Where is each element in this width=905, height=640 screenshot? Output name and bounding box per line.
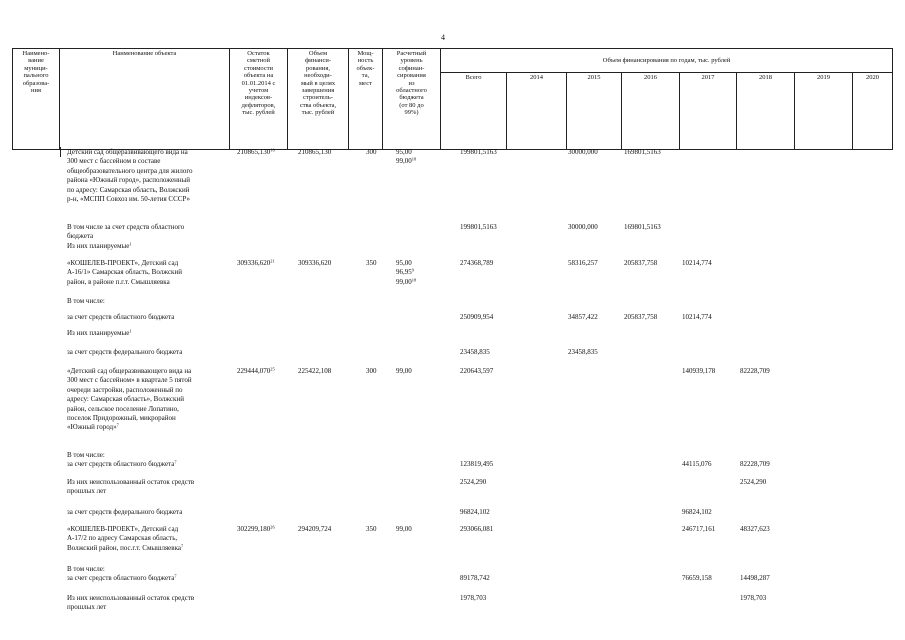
year-cell-2018: 14498,287 <box>740 574 770 582</box>
footnote-mark: 16 <box>270 147 275 153</box>
year-cell-2017: 76659,158 <box>682 574 712 582</box>
remaining-cost-cell: 309336,620$^{21}$ <box>237 258 275 267</box>
financing-volume-cell: 294209,724 <box>298 525 332 533</box>
footnote-mark: 7 <box>174 459 177 465</box>
cofinancing-level-cell: 95,00 <box>396 148 412 156</box>
year-cell-2015: 23458,835 <box>568 348 598 356</box>
remaining-cost-cell: 210865,130$^{16}$ <box>237 147 275 156</box>
header-object-name: Наименование объекта <box>60 49 230 150</box>
cofinancing-level-cell: 99,00$^{18}$ <box>396 277 417 286</box>
year-cell-2016: 205837,758 <box>624 259 658 267</box>
financing-volume-cell: 225422,108 <box>298 367 332 375</box>
object-name-line: В том числе: <box>67 297 105 305</box>
footnote-mark: 1 <box>129 328 132 334</box>
total-cell: 250909,954 <box>460 313 494 321</box>
footnote-mark: 7 <box>174 573 177 579</box>
year-cell-2017: 10214,774 <box>682 313 712 321</box>
object-name-line: район, в районе п.г.т. Смышляевка <box>67 277 170 286</box>
object-name-line: по адресу: Самарская область, Волжский <box>67 185 190 194</box>
total-cell: 96824,102 <box>460 508 490 516</box>
object-name-line: Волжский район, пос.г.т. Смышляевка$^7$ <box>67 543 184 552</box>
year-cell-2015: 30000,000 <box>568 223 598 231</box>
object-name-line: р-н, «МСПП Совхоз им. 50-летия СССР» <box>67 195 191 203</box>
header-financing-volume: Объем финанси- рования, необходи- мый в целях завершения строитель- ства объекта, тыс. рублей <box>288 49 349 150</box>
object-name-line: общеобразовательного центра для жилого <box>67 166 193 175</box>
object-name-line: «Южный город»$^7$ <box>67 422 119 432</box>
year-cell-2018: 48327,623 <box>740 525 770 533</box>
header-year-2014: 2014 <box>507 73 567 150</box>
capacity-cell: 300 <box>366 367 377 375</box>
object-name-line: «КОШЕЛЕВ-ПРОЕКТ», Детский сад <box>67 525 179 533</box>
object-name-line: В том числе за счет средств областного <box>67 223 185 231</box>
header-capacity: Мощ- ность объек- та, мест <box>349 49 383 150</box>
year-cell-2015: 58316,257 <box>568 259 598 267</box>
total-cell: 2524,290 <box>460 478 487 486</box>
total-cell: 199801,5163 <box>460 223 497 231</box>
year-cell-2016: 169801,5163 <box>624 223 661 231</box>
total-cell: 23458,835 <box>460 348 490 356</box>
year-cell-2017: 140939,178 <box>682 367 716 375</box>
total-cell: 123819,495 <box>460 460 494 468</box>
year-cell-2017: 10214,774 <box>682 259 712 267</box>
capacity-cell: 300 <box>366 148 377 156</box>
object-name-line: поселок Придорожный, микрорайон <box>67 414 176 422</box>
cofinancing-level-cell: 99,00$^{18}$ <box>396 156 417 166</box>
object-name-line: района «Южный город», расположенный <box>67 176 191 185</box>
object-name-line: за счет средств федерального бюджета <box>67 508 183 516</box>
total-cell: 89178,742 <box>460 574 490 582</box>
header-remaining-cost: Остаток сметной стоимости объекта на 01.01.2014 с учетом индексов- дефляторов, тыс. рублей <box>230 49 288 150</box>
header-year-2017: 2017 <box>680 73 737 150</box>
year-cell-2018: 82228,709 <box>740 367 770 375</box>
year-cell-2017: 246717,161 <box>682 525 716 533</box>
object-name-line: 300 мест с бассейном» в квартале 5 пятой <box>67 376 192 385</box>
header-year-2020: 2020 <box>853 73 893 150</box>
object-name-line: В том числе: <box>67 565 105 573</box>
object-name-line: за счет средств областного бюджета$^7$ <box>67 459 177 469</box>
header-year-2019: 2019 <box>795 73 853 150</box>
object-name-line: 300 мест с бассейном в составе <box>67 157 161 166</box>
object-name-line: за счет средств областного бюджета$^7$ <box>67 573 177 583</box>
object-name-line: А-16/1» Самарская область, Волжский <box>67 268 182 277</box>
year-cell-2015: 34857,422 <box>568 313 598 321</box>
object-name-line: «Детский сад общеразвивающего вида на <box>67 367 192 375</box>
header-municipality: Наимено- вание муници- пального образова- ния <box>13 49 60 150</box>
footnote-mark: 7 <box>116 422 119 428</box>
financing-volume-cell: 309336,620 <box>298 259 332 267</box>
remaining-cost-cell: 302299,180$^{26}$ <box>237 524 275 533</box>
year-cell-2018: 1978,703 <box>740 594 767 602</box>
object-name-line: адресу: Самарская область», Волжский <box>67 395 184 404</box>
footnote-mark: 9 <box>411 267 414 273</box>
footnote-mark: 26 <box>270 524 275 530</box>
header-year-2015: 2015 <box>567 73 622 150</box>
footnote-mark: 18 <box>411 277 417 283</box>
year-cell-2016: 205837,758 <box>624 313 658 321</box>
total-cell: 274368,789 <box>460 259 494 267</box>
cofinancing-level-cell: 95,00 <box>396 259 412 267</box>
footnote-mark: 25 <box>270 366 275 372</box>
footnote-mark: 18 <box>411 156 417 162</box>
header-total: Всего <box>441 73 507 150</box>
header-year-2016: 2016 <box>622 73 680 150</box>
year-cell-2018: 2524,290 <box>740 478 767 486</box>
object-name-line: прошлых лет <box>67 487 107 496</box>
footnote-mark: 7 <box>181 543 184 549</box>
object-name-line: очереди застройки, расположенный по <box>67 385 183 394</box>
object-name-line: Из них планируемые$^1$ <box>67 241 132 250</box>
year-cell-2017: 44115,076 <box>682 460 712 468</box>
object-name-line: бюджета <box>67 232 94 241</box>
cofinancing-level-cell: 99,00 <box>396 525 412 533</box>
object-name-line: Из них планируемые$^1$ <box>67 328 132 337</box>
header-cofinancing-level: Расчетный уровень софинан- сирования из областного бюджета (от 80 до 99%) <box>383 49 441 150</box>
total-cell: 1978,703 <box>460 594 487 602</box>
object-name-line: Из них неиспользованный остаток средств <box>67 594 195 602</box>
capacity-cell: 350 <box>366 525 377 533</box>
total-cell: 293066,081 <box>460 525 494 533</box>
object-name-line: район, сельское поселение Лопатино, <box>67 404 179 413</box>
capacity-cell: 350 <box>366 259 377 267</box>
year-cell-2017: 96824,102 <box>682 508 712 516</box>
object-name-line: «КОШЕЛЕВ-ПРОЕКТ», Детский сад <box>67 259 179 267</box>
footnote-mark: 21 <box>270 258 275 264</box>
year-cell-2015: 30000,000 <box>568 148 598 156</box>
object-name-line: В том числе: <box>67 451 105 459</box>
object-name-line: Детский сад общеразвивающего вида на <box>67 148 188 156</box>
object-name-line: прошлых лет <box>67 603 107 612</box>
total-cell: 199801,5163 <box>460 148 497 156</box>
object-name-line: А-17/2 по адресу Самарская область, <box>67 534 178 543</box>
financing-volume-cell: 210865,130 <box>298 148 332 156</box>
object-name-line: Из них неиспользованный остаток средств <box>67 478 195 486</box>
object-name-line: за счет средств областного бюджета <box>67 313 175 321</box>
footnote-mark: 1 <box>129 241 132 247</box>
cofinancing-level-cell: 99,00 <box>396 367 412 375</box>
total-cell: 220643,597 <box>460 367 494 375</box>
page-number: 4 <box>441 33 445 42</box>
year-cell-2018: 82228,709 <box>740 460 770 468</box>
header-by-years: Объем финансирования по годам, тыс. рублей <box>441 49 893 73</box>
cofinancing-level-cell: 96,95$^9$ <box>396 267 414 277</box>
year-cell-2016: 169801,5163 <box>624 148 661 156</box>
header-year-2018: 2018 <box>737 73 795 150</box>
remaining-cost-cell: 229444,070$^{25}$ <box>237 366 275 375</box>
object-name-line: за счет средств федерального бюджета <box>67 348 183 356</box>
